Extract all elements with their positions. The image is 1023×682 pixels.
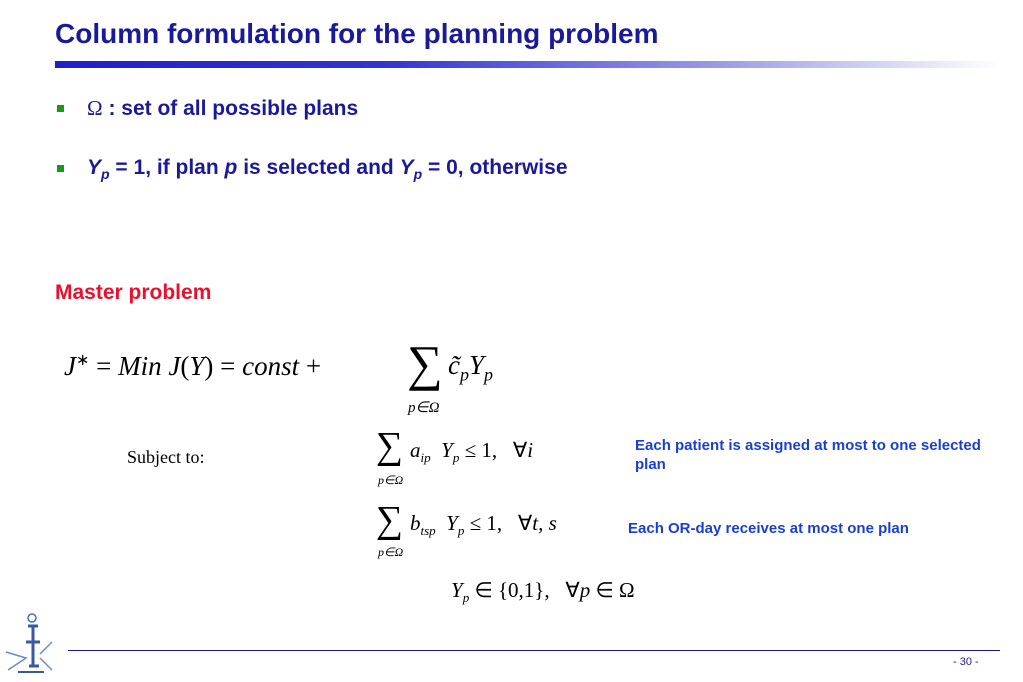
constraint2-rel: ≤ 1, [464, 511, 503, 535]
objective-range: p∈Ω [408, 400, 440, 416]
constraint3-var: Y [451, 578, 463, 602]
objective-lpar: ( [180, 351, 190, 381]
objective-coef: c̃ [448, 350, 460, 380]
objective-term [448, 350, 493, 385]
constraint2-quant: t, s [532, 511, 557, 535]
omega-definition: : set of all possible plans [102, 97, 359, 120]
objective-const: const [242, 351, 300, 381]
objective-equals: = [213, 351, 243, 381]
constraint2-body [410, 511, 557, 539]
objective-lhs: J [64, 351, 76, 381]
objective-function [64, 350, 321, 382]
bullet-square-icon [57, 105, 64, 112]
constraint1-body [410, 438, 533, 466]
subject-to-label: Subject to: [127, 447, 205, 467]
constraint2-forall: ∀ [517, 511, 533, 535]
y-variable: Y [399, 156, 414, 179]
eq-zero-text: = 0, otherwise [422, 156, 568, 179]
constraint3-in-set: ∈ {0,1}, [469, 578, 550, 602]
constraint1-sigma: ∑ [376, 425, 404, 467]
objective-coef-sub: p [459, 364, 469, 385]
constraint1-quant: i [527, 438, 534, 462]
constraint1-coef-sub: ip [420, 450, 431, 466]
objective-var: Y [468, 350, 485, 380]
y-variable: Y [87, 156, 102, 179]
slide-title: Column formulation for the planning problem [55, 18, 659, 49]
constraint1-range: p∈Ω [378, 473, 404, 487]
constraint1-rel: ≤ 1, [459, 438, 498, 462]
constraint2-sigma: ∑ [376, 499, 404, 541]
constraint2-coef-sub: tsp [420, 523, 436, 539]
constraint2-var: Y [446, 511, 458, 535]
constraint2-range: p∈Ω [378, 545, 404, 559]
constraint1-var-sub: p [452, 450, 460, 466]
constraint3-in-omega: ∈ Ω [590, 578, 635, 602]
constraint1-coef: a [410, 438, 421, 462]
objective-func: J [168, 351, 181, 381]
title-underline [55, 61, 1000, 68]
note-patient-assignment: Each patient is assigned at most to one selected plan [635, 437, 981, 473]
objective-star: ∗ [75, 352, 90, 369]
footer-rule [68, 650, 1000, 651]
page-number: - 30 - [953, 656, 979, 668]
constraint1-var: Y [441, 438, 453, 462]
objective-sigma: ∑ [407, 335, 443, 391]
eq-one-text: = 1, if plan [109, 156, 225, 179]
objective-rpar: ) [204, 351, 214, 381]
note-or-day: Each OR-day receives at most one plan [628, 520, 909, 537]
master-problem-heading: Master problem [55, 281, 212, 304]
constraint3-var-sub: p [462, 590, 470, 606]
constraint3-quant: p [579, 578, 591, 602]
objective-equals: = [89, 351, 119, 381]
y-subscript: p [413, 166, 423, 182]
selected-text: is selected and [237, 156, 400, 179]
omega-symbol: Ω [87, 96, 103, 120]
constraint3 [451, 578, 635, 606]
p-variable: p [224, 156, 238, 179]
bullet-square-icon [57, 165, 64, 172]
constraint2-coef: b [410, 511, 421, 535]
y-subscript: p [101, 166, 110, 182]
university-logo-icon [4, 612, 54, 678]
constraint3-forall: ∀ [565, 578, 580, 602]
objective-arg: Y [189, 351, 205, 381]
objective-var-sub: p [484, 364, 494, 385]
objective-plus: + [299, 351, 322, 381]
constraint2-var-sub: p [457, 523, 465, 539]
objective-min: Min [118, 351, 162, 381]
constraint1-forall: ∀ [512, 438, 528, 462]
